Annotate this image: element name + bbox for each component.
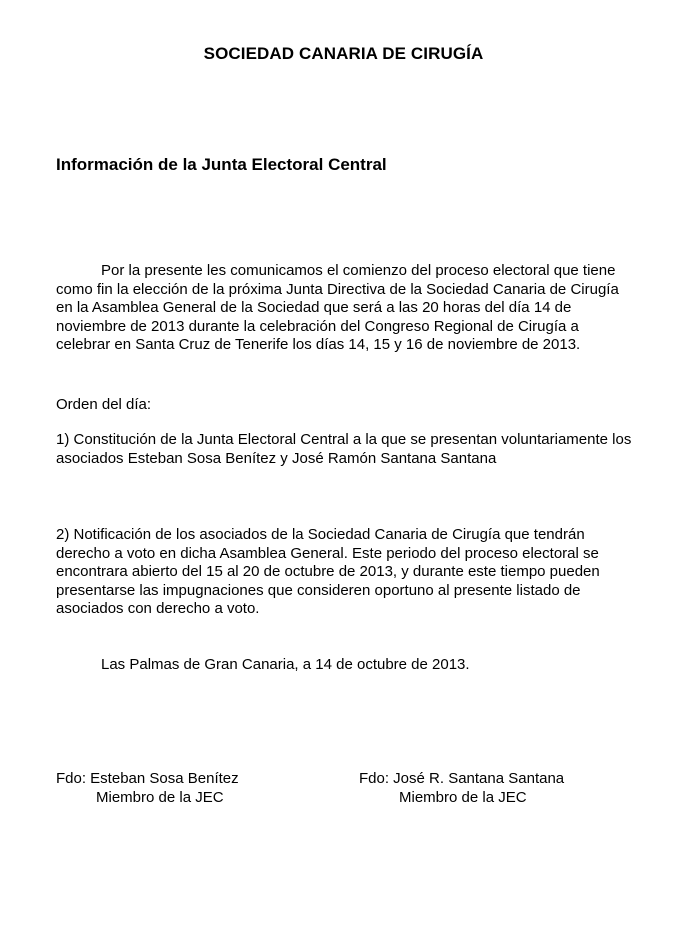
document-heading: Información de la Junta Electoral Central (56, 155, 387, 174)
agenda-item-1: 1) Constitución de la Junta Electoral Central a la que se presentan voluntariamente los asociados Esteban Sosa Benítez y José Ramón Santana Santana (56, 431, 632, 467)
agenda-item-2: 2) Notificación de los asociados de la Sociedad Canaria de Cirugía que tendrán derecho a voto en dicha Asamblea General. Este periodo del proceso electoral se encontrara abierto del 15 al 20 de octubre de 2013, y durante este tiempo pueden presentarse las impugnaciones que consideren oportuno al presente listado de asociados con derecho a voto. (56, 526, 600, 618)
agenda-label: Orden del día: (56, 396, 152, 413)
signature-left-name: Fdo: Esteban Sosa Benítez (56, 770, 239, 787)
intro-paragraph: Por la presente les comunicamos el comienzo del proceso electoral que tiene como fin la elección de la próxima Junta Directiva de la Sociedad Canaria de Cirugía en la Asamblea General de la Sociedad que será a las 20 horas del día 14 de noviembre de 2013 durante la celebración del Congreso Regional de Cirugía a celebrar en Santa Cruz de Tenerife los días 14, 15 y 16 de noviembre de 2013. (56, 262, 619, 354)
signature-right (359, 770, 564, 807)
signature-right-role: Miembro de la JEC (399, 788, 527, 806)
signature-left (56, 770, 239, 807)
signature-left-role: Miembro de la JEC (96, 788, 224, 806)
organization-title: SOCIEDAD CANARIA DE CIRUGÍA (203, 44, 484, 63)
signature-right-name: Fdo: José R. Santana Santana (359, 770, 565, 787)
place-and-date: Las Palmas de Gran Canaria, a 14 de octubre de 2013. (101, 656, 470, 673)
